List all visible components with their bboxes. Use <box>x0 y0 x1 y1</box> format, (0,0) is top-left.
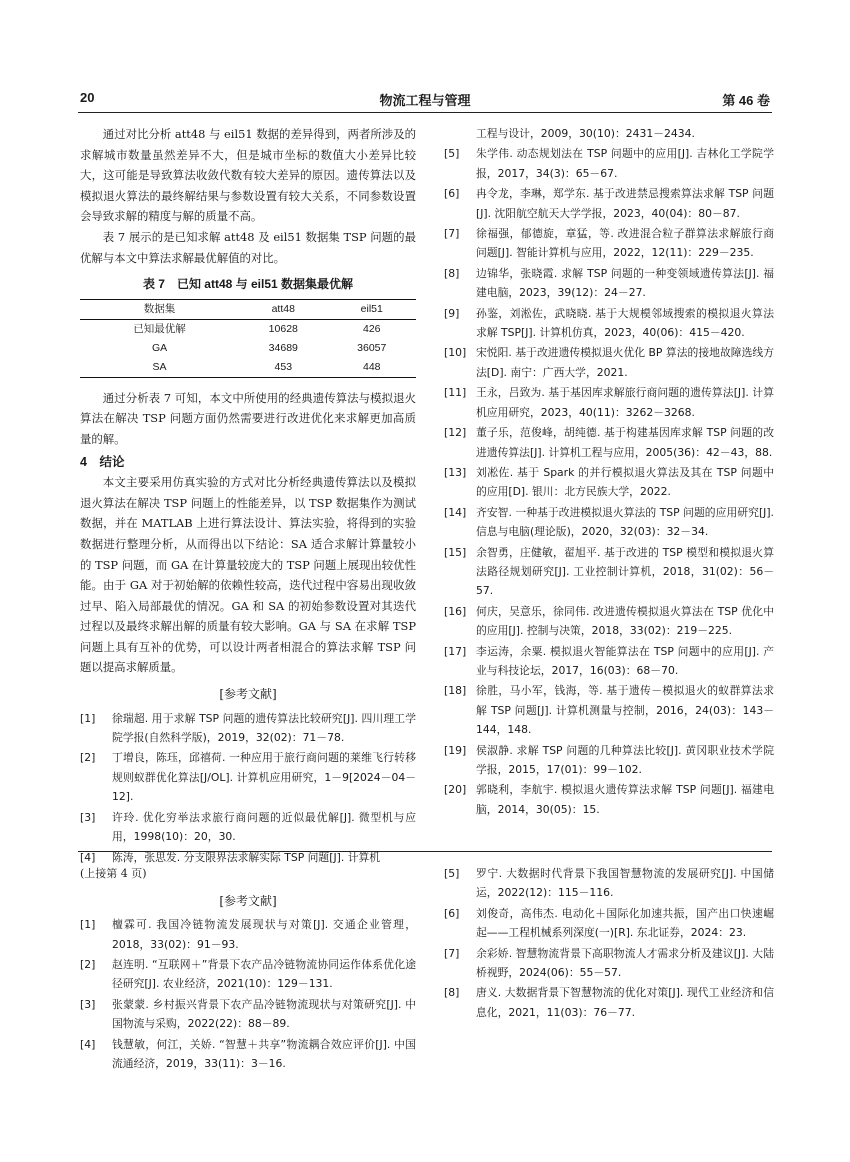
reference-text: 丁增良，陈珏，邱禧荷. 一种应用于旅行商问题的莱维飞行转移规则蚁群优化算法[J/OL]. 计算机应用研究，1－9[2024－04－12]. <box>112 751 416 804</box>
reference-item <box>444 864 774 903</box>
reference-text: 侯淑静. 求解 TSP 问题的几种算法比较[J]. 黄冈职业技术学院学报，2015，17(01)：99－102. <box>476 743 774 776</box>
reference-item <box>444 383 774 422</box>
reference-item <box>444 543 774 601</box>
reference-number: [7] <box>444 946 460 960</box>
table-cell: 453 <box>239 358 327 378</box>
reference-text: 李运涛，余粟. 模拟退火智能算法在 TSP 问题中的应用[J]. 产业与科技论坛，2017，16(03)：68－70. <box>476 644 774 677</box>
reference-number: [11] <box>444 386 467 400</box>
reference-continuation: 工程与设计，2009，30(10)：2431－2434. <box>476 127 695 140</box>
reference-text: 檀霖可. 我国冷链物流发展现状与对策[J]. 交通企业管理，2018，33(02)：91－93. <box>112 918 416 951</box>
reference-item <box>444 681 774 739</box>
reference-number: [13] <box>444 465 467 479</box>
reference-item <box>80 748 416 806</box>
page-number: 20 <box>80 90 95 105</box>
reference-number: [12] <box>444 426 467 440</box>
reference-number: [2] <box>80 958 96 971</box>
reference-item <box>444 184 774 223</box>
reference-number: [19] <box>444 743 467 757</box>
reference-number: [20] <box>444 783 467 797</box>
reference-text: 齐安智. 一种基于改进模拟退火算法的 TSP 问题的应用研究[J]. 信息与电脑(理论版)，2020，32(03)：32－34. <box>476 505 774 539</box>
references-heading: [参考文献] <box>219 687 277 702</box>
reference-item <box>444 304 774 343</box>
journal-title: 物流工程与管理 <box>379 93 471 108</box>
reference-item <box>444 423 774 462</box>
body-paragraph: 通过对比分析 att48 与 eil51 数据的差异得到，两者所涉及的求解城市数量虽然差异不大，但是城市坐标的数值大小差异比较大，这可能是导致算法收敛代数有较大差异的原因。遗传算法以及模拟退火算法的最终解结果与参数设置有较大关系，不同参数设置会导致求解的精度与解的质量不高。 <box>80 127 416 224</box>
reference-number: [4] <box>80 850 96 864</box>
reference-item <box>444 224 774 263</box>
references-heading: [参考文献] <box>219 893 277 908</box>
reference-number: [5] <box>444 867 460 880</box>
reference-number: [3] <box>80 997 96 1011</box>
reference-item <box>80 955 416 994</box>
reference-item <box>444 780 774 819</box>
reference-text: 郭晓利，李航宇. 模拟退火遗传算法求解 TSP 问题[J]. 福建电脑，2014，30(05)：15. <box>476 783 774 816</box>
reference-text: 董子乐，范俊峰，胡纯德. 基于构建基因库求解 TSP 问题的改进遗传算法[J]. 计算机工程与应用，2005(36)：42－43，88. <box>476 426 774 459</box>
bottom-left-column <box>80 864 416 1074</box>
reference-text: 边锦华，张晓霞. 求解 TSP 问题的一种变领域遗传算法[J]. 福建电脑，2023，39(12)：24－27. <box>476 266 774 300</box>
reference-text: 余智勇，庄健敏，翟旭平. 基于改进的 TSP 模型和模拟退火算法路径规划研究[J]. 工业控制计算机，2018，31(02)：56－57. <box>476 545 774 598</box>
reference-text: 刘俊奇，高伟杰. 电动化＋国际化加速共振，国产出口快速崛起——工程机械系列深度(一)[R]. 东北证券，2024：23. <box>476 906 774 940</box>
continued-note: (上接第 4 页) <box>80 867 147 880</box>
table-cell: 10628 <box>268 322 298 335</box>
reference-item <box>444 144 774 183</box>
reference-item <box>80 995 416 1034</box>
body-paragraph: 本文主要采用仿真实验的方式对比分析经典遗传算法以及模拟退火算法在解决 TSP 问题上的性能差异，以 TSP 数据集作为测试数据，并在 MATLAB 上进行算法设计、算法实验，将得到的实验数据进行整理分析，从而得出以下结论：SA 适合求解计算量较小的 TSP 问题，而 GA 在计算量较庞大的 TSP 问题上展现出较优性能。由于 GA 对于初始解的依赖性较高，迭代过程中容易出现收敛过早、陷入局部最优的情况。GA 和 SA 的初始参数设置对其迭代过程以及最终求解出解的质量有较大影响。GA 与 SA 在求解 TSP 问题上具有互补的优势，可以设计两者相混合的算法求解 TSP 问题以提高求解质量。 <box>80 475 416 675</box>
reference-text: 钱慧敏，何江，关娇. “智慧＋共享”物流耦合效应评价[J]. 中国流通经济，2019，33(11)：3－16. <box>112 1037 416 1071</box>
reference-number: [1] <box>80 918 96 932</box>
reference-item <box>444 463 774 502</box>
right-column <box>444 124 774 820</box>
reference-text: 徐福强，郁德旋，章猛，等. 改进混合粒子群算法求解旅行商问题[J]. 智能计算机与应用，2022，12(11)：229－235. <box>476 227 774 260</box>
reference-item <box>444 944 774 983</box>
table-cell: SA <box>80 358 239 378</box>
reference-item <box>444 741 774 780</box>
volume-label: 第 46 卷 <box>722 93 770 108</box>
results-table <box>80 299 416 378</box>
table-header-row <box>80 299 416 319</box>
reference-text: 余彩娇. 智慧物流背景下高职物流人才需求分析及建议[J]. 大陆桥视野，2024(06)：55－57. <box>476 946 774 980</box>
reference-number: [5] <box>444 147 460 161</box>
section-heading: 4 结论 <box>80 454 125 469</box>
reference-item <box>444 602 774 641</box>
reference-text: 赵连明. “互联网＋”背景下农产品冷链物流协同运作体系优化途径研究[J]. 农业经济，2021(10)：129－131. <box>112 958 416 991</box>
reference-text: 徐瑞超. 用于求解 TSP 问题的遗传算法比较研究[J]. 四川理工学院学报(自然科学版)，2019，32(02)：71－78. <box>112 711 416 745</box>
reference-number: [17] <box>444 644 467 658</box>
table-cell: 448 <box>328 358 416 378</box>
table-row <box>80 358 416 378</box>
table-header-cell: 数据集 <box>80 299 239 319</box>
reference-text: 朱学伟. 动态规划法在 TSP 问题中的应用[J]. 吉林化工学院学报，2017，34(3)：65－67. <box>476 147 774 180</box>
section-divider <box>78 851 772 852</box>
reference-text: 陈涛，张思发. 分支限界法求解实际 TSP 问题[J]. 计算机 <box>112 850 381 864</box>
reference-text: 何庆，吴意乐，徐同伟. 改进遗传模拟退火算法在 TSP 优化中的应用[J]. 控制与决策，2018，33(02)：219－225. <box>476 604 774 638</box>
reference-item <box>444 343 774 382</box>
reference-item <box>80 808 416 847</box>
reference-number: [3] <box>80 810 96 824</box>
reference-text: 刘凇佐. 基于 Spark 的并行模拟退火算法及其在 TSP 问题中的应用[D]. 银川：北方民族大学，2022. <box>476 465 774 499</box>
left-column <box>80 124 416 868</box>
reference-text: 张蒙蒙. 乡村振兴背景下农产品冷链物流现状与对策研究[J]. 中国物流与采购，2022(22)：88－89. <box>112 997 416 1031</box>
reference-number: [14] <box>444 505 467 519</box>
table-row <box>80 319 416 339</box>
reference-number: [2] <box>80 751 96 765</box>
reference-number: [1] <box>80 711 96 725</box>
reference-text: 孙鉴，刘淞佐，武晓晓. 基于大规模邻域搜索的模拟退火算法求解 TSP[J]. 计算机仿真，2023，40(06)：415－420. <box>476 306 774 340</box>
reference-text: 唐义. 大数据背景下智慧物流的优化对策[J]. 现代工业经济和信息化，2021，11(03)：76－77. <box>476 986 774 1019</box>
reference-number: [15] <box>444 545 467 559</box>
table-header-cell: eil51 <box>328 299 416 319</box>
table-cell: GA <box>151 341 168 354</box>
reference-number: [18] <box>444 684 467 698</box>
reference-item <box>444 904 774 943</box>
reference-text: 宋悦阳. 基于改进遗传模拟退火优化 BP 算法的接地故障选线方法[D]. 南宁：广西大学，2021. <box>476 346 774 379</box>
reference-number: [6] <box>444 906 460 920</box>
reference-number: [6] <box>444 187 460 201</box>
reference-item <box>80 1035 416 1074</box>
reference-number: [8] <box>444 986 460 1000</box>
reference-item <box>444 983 774 1022</box>
table-cell: 已知最优解 <box>133 322 186 335</box>
reference-number: [4] <box>80 1037 96 1051</box>
reference-item <box>444 264 774 303</box>
reference-number: [8] <box>444 266 460 280</box>
body-paragraph: 表 7 展示的是已知求解 att48 及 eil51 数据集 TSP 问题的最优解与本文中算法求解最优解值的对比。 <box>80 229 416 265</box>
reference-number: [9] <box>444 306 460 320</box>
reference-text: 王永，吕致为. 基于基因库求解旅行商问题的遗传算法[J]. 计算机应用研究，2023，40(11)：3262－3268. <box>476 386 774 419</box>
reference-text: 徐胜，马小军，钱海，等. 基于遗传－模拟退火的蚁群算法求解 TSP 问题[J]. 计算机测量与控制，2016，24(03)：143－144，148. <box>476 684 774 737</box>
table-title: 表 7 已知 att48 与 eil51 数据集最优解 <box>142 277 354 292</box>
reference-number: [10] <box>444 346 467 360</box>
reference-text: 冉令龙，李琳，郑学东. 基于改进禁忌搜索算法求解 TSP 问题[J]. 沈阳航空航天大学学报，2023，40(04)：80－87. <box>476 187 774 220</box>
table-cell: 34689 <box>268 341 298 354</box>
header-rule <box>78 112 772 113</box>
reference-number: [16] <box>444 604 467 618</box>
table-cell: 36057 <box>357 341 387 354</box>
reference-number: [7] <box>444 227 460 241</box>
reference-text: 许玲. 优化穷举法求旅行商问题的近似最优解[J]. 微型机与应用，1998(10)：20，30. <box>112 810 416 844</box>
table-header-cell: att48 <box>239 299 327 319</box>
reference-item <box>80 709 416 748</box>
table-cell: 426 <box>362 322 381 335</box>
table-row <box>80 339 416 358</box>
reference-item <box>444 503 774 542</box>
reference-item <box>444 642 774 681</box>
bottom-right-column <box>444 864 774 1023</box>
body-paragraph: 通过分析表 7 可知，本文中所使用的经典遗传算法与模拟退火算法在解决 TSP 问题方面仍然需要进行改进优化来求解更加高质量的解。 <box>80 390 416 446</box>
reference-text: 罗宁. 大数据时代背景下我国智慧物流的发展研究[J]. 中国储运，2022(12)：115－116. <box>476 867 774 900</box>
reference-item <box>80 915 416 954</box>
